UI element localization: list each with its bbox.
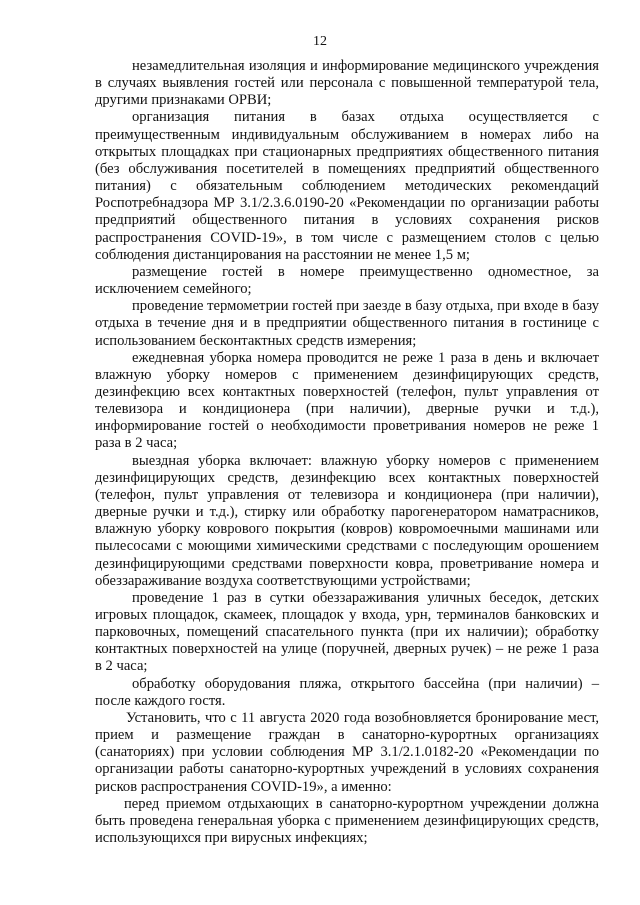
paragraph-daily-cleaning: ежедневная уборка номера проводится не реже 1 раза в день и включает влажную уборку номеров с применением дезинфицирующих средств, дезинфекцию всех контактных поверхностей (телефон, пульт управления от телевизора и кондиционера (при наличии), дверные ручки и т.д.), информирование гостей о необходимости проветривания номеров не реже 1 раза в 2 часа; [95, 349, 599, 452]
page-number: 12 [313, 34, 327, 49]
paragraph-general-cleaning: перед приемом отдыхающих в санаторно-курортном учреждении должна быть проведена генеральная уборка с применением дезинфицирующих средств, использующихся при вирусных инфекциях; [95, 795, 599, 847]
paragraph-checkout-cleaning: выездная уборка включает: влажную уборку номеров с применением дезинфицирующих средств, дезинфекцию всех контактных поверхностей (телефон, пульт управления от телевизора и кондиционера (при наличии), дверные ручки и т.д.), стирку или обработку парогенератором наматрасников, влажную уборку коврового покрытия (ковров) ковромоечными машинами или пылесосами с моющими химическими средствами с последующим орошением дезинфицирующими средствами поверхности ковра, проветривание номера и обеззараживание воздуха соответствующими устройствами; [95, 452, 599, 589]
paragraph-food-service: организация питания в базах отдыха осуществляется с преимущественным индивидуальным обслуживанием в номерах либо на открытых площадках при стационарных предприятиях общественного питания (без обслуживания посетителей в помещениях предприятий общественного питания) с обязательным соблюдением методических рекомендаций Роспотребнадзора МР 3.1/2.3.6.0190-20 «Рекомендации по организации работы предприятий общественного питания в условиях сохранения рисков распространения COVID-19», в том числе с размещением столов с целью соблюдения дистанцирования на расстоянии не менее 1,5 м; [95, 109, 599, 263]
document-body [95, 58, 599, 847]
paragraph-room-accommodation: размещение гостей в номере преимущественно одноместное, за исключением семейного; [95, 263, 599, 298]
paragraph-thermometry: проведение термометрии гостей при заезде в базу отдыха, при входе в базу отдыха в течение дня и в предприятии общественного питания в гостинице с использованием бесконтактных средств измерения; [95, 298, 599, 349]
paragraph-isolation: незамедлительная изоляция и информирование медицинского учреждения в случаях выявления гостей или персонала с повышенной температурой тела, другими признаками ОРВИ; [95, 58, 599, 109]
paragraph-outdoor-disinfection: проведение 1 раз в сутки обеззараживания уличных беседок, детских игровых площадок, скамеек, площадок у входа, урн, терминалов банковских и парковочных, помещений спасательного пункта (при их наличии); обработку контактных поверхностей на улице (поручней, дверных ручек) – не реже 1 раза в 2 часа; [95, 589, 599, 675]
paragraph-sanatorium-booking: Установить, что с 11 августа 2020 года возобновляется бронирование мест, прием и размещение граждан в санаторно-курортных организациях (санаториях) при условии соблюдения МР 3.1/2.1.0182-20 «Рекомендации по организации работы санаторно-курортных учреждений в условиях сохранения рисков распространения COVID-19», а именно: [95, 709, 599, 795]
paragraph-beach-pool: обработку оборудования пляжа, открытого бассейна (при наличии) – после каждого гостя. [95, 675, 599, 709]
